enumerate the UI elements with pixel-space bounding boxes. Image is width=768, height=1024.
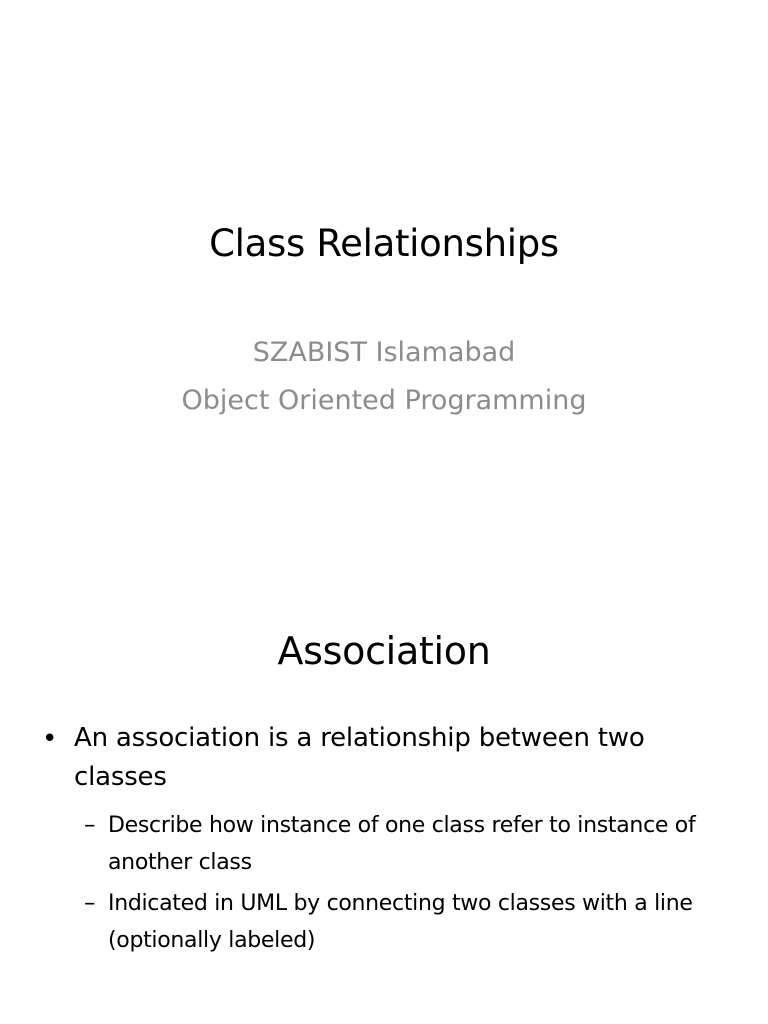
slide-title: Association [277, 629, 491, 673]
bullet-item [42, 719, 732, 797]
slide-subtitle-institution: SZABIST Islamabad [252, 337, 516, 368]
bullet-icon: • [42, 724, 58, 754]
slide-title: Class Relationships [209, 222, 559, 265]
dash-icon: – [84, 890, 96, 916]
sub-bullet-text: Indicated in UML by connecting two classes with a line (optionally labeled) [108, 891, 693, 953]
slide-subtitle-course: Object Oriented Programming [181, 385, 587, 416]
sub-bullet-text: Describe how instance of one class refer to instance of another class [108, 813, 696, 875]
sub-bullet-item [84, 885, 734, 959]
slide-association [0, 576, 768, 1024]
bullet-text: An association is a relationship between two classes [74, 723, 645, 792]
dash-icon: – [84, 812, 96, 838]
sub-bullet-item [84, 807, 734, 881]
